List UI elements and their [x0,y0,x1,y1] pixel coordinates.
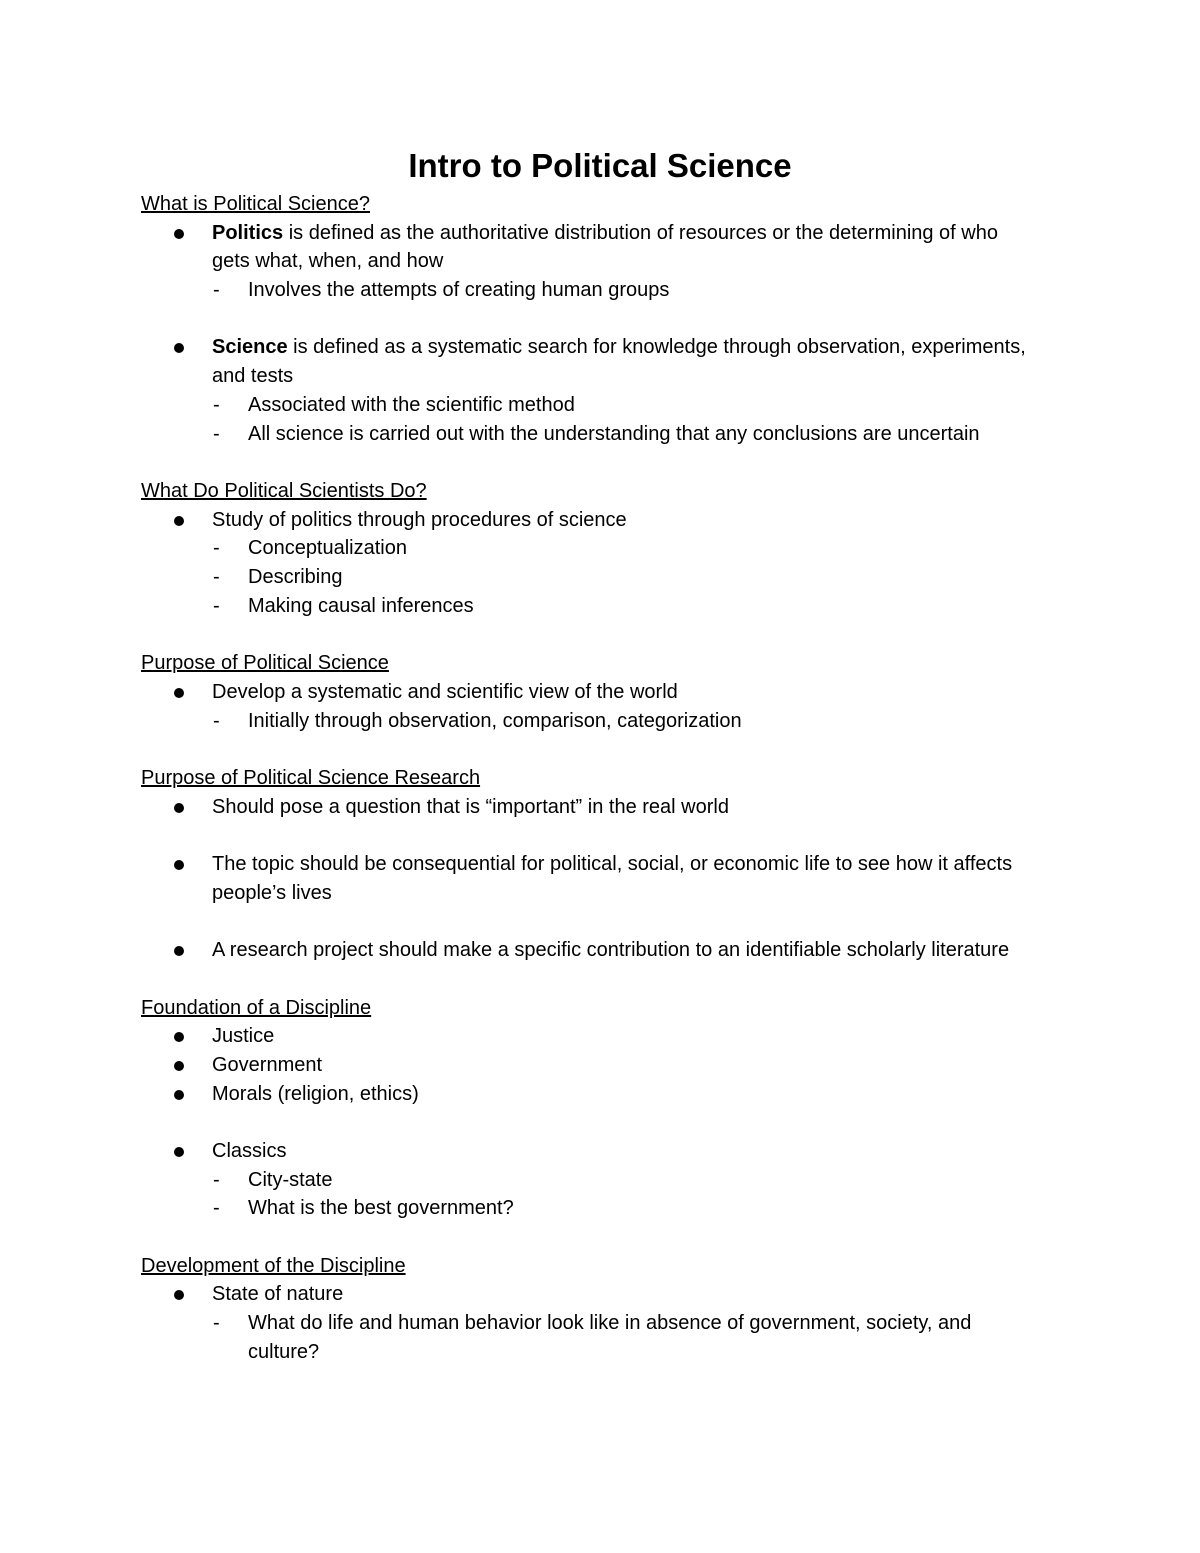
dash-icon: - [213,566,220,589]
bullet-text: Study of politics through procedures of science [212,508,627,531]
bullet-item [141,333,1041,390]
document-body [141,190,1041,1367]
bullet-text: Morals (religion, ethics) [212,1082,419,1105]
bullet-text: Develop a systematic and scientific view of the world [212,680,678,703]
bullet-item [141,1280,1041,1309]
bullet-item [141,506,1041,535]
sub-item-text: Associated with the scientific method [248,393,575,416]
bullet-icon [174,516,184,526]
section-heading: Development of the Discipline [141,1254,406,1277]
bullet-icon [174,1147,184,1157]
bullet-icon [174,1032,184,1042]
bullet-item [141,1022,1041,1051]
sub-item-text: All science is carried out with the understanding that any conclusions are uncertain [248,422,980,445]
sub-item [141,563,1041,592]
blank-line [141,821,1041,850]
dash-icon: - [213,709,220,732]
sub-item [141,1166,1041,1195]
section-purpose-of-political-science [141,649,1041,735]
bullet-item [141,678,1041,707]
blank-line [141,305,1041,334]
sub-item-text: Initially through observation, comparison, categorization [248,709,742,732]
bullet-text: Justice [212,1025,275,1048]
sub-item [141,707,1041,736]
sub-item [141,1194,1041,1223]
blank-line [141,620,1041,649]
sub-item-text: Conceptualization [248,537,407,560]
bullet-item [141,850,1041,907]
bullet-item [141,1051,1041,1080]
dash-icon: - [213,537,220,560]
sub-item [141,592,1041,621]
dash-icon: - [213,1168,220,1191]
sub-item [141,534,1041,563]
bullet-text: Should pose a question that is “important” in the real world [212,795,729,818]
blank-line [141,907,1041,936]
bullet-text: is defined as a systematic search for knowledge through observation, experiments, and tests [212,336,1026,388]
sub-item [141,1309,1041,1366]
bullet-text: is defined as the authoritative distribution of resources or the determining of who gets what, when, and how [212,221,998,273]
bullet-icon [174,1090,184,1100]
bullet-icon [174,1061,184,1071]
bullet-item [141,1137,1041,1166]
section-heading: What is Political Science? [141,193,370,215]
bullet-text: A research project should make a specific contribution to an identifiable scholarly literature [212,939,1010,962]
sub-item [141,391,1041,420]
blank-line [141,965,1041,994]
section-what-is-political-science [141,190,1041,448]
sub-item [141,276,1041,305]
section-what-do-political-scientists-do [141,477,1041,621]
bullet-icon [174,688,184,698]
sub-item [141,420,1041,449]
bullet-text: Classics [212,1140,287,1162]
bullet-icon [174,860,184,870]
section-foundation-of-discipline [141,994,1041,1224]
sub-item-text: What do life and human behavior look like in absence of government, society, and culture? [248,1312,972,1363]
document-title: Intro to Political Science [408,147,792,184]
section-heading: Purpose of Political Science [141,652,389,675]
section-heading: Purpose of Political Science Research [141,766,481,789]
bullet-text: The topic should be consequential for political, social, or economic life to see how it affects people’s lives [212,853,1013,904]
bullet-icon [174,946,184,956]
bullet-item [141,1080,1041,1109]
bullet-icon [174,229,184,239]
sub-item-text: City-state [248,1168,333,1191]
sub-item-text: Involves the attempts of creating human groups [248,279,670,302]
blank-line [141,735,1041,764]
blank-line [141,1108,1041,1137]
dash-icon: - [213,422,220,445]
bullet-text: Government [212,1053,323,1076]
bullet-item [141,793,1041,822]
dash-icon: - [213,393,220,416]
dash-icon: - [213,1312,220,1335]
sub-item-text: Describing [248,566,343,589]
dash-icon: - [213,594,220,617]
bullet-icon [174,343,184,353]
sub-item-text: Making causal inferences [248,594,474,617]
section-heading: What Do Political Scientists Do? [141,479,427,502]
blank-line [141,1223,1041,1252]
dash-icon: - [213,1197,220,1220]
bullet-item [141,219,1041,276]
section-development-of-discipline [141,1252,1041,1367]
bullet-icon [174,1290,184,1300]
section-heading: Foundation of a Discipline [141,996,372,1019]
blank-line [141,448,1041,477]
bullet-text: State of nature [212,1283,344,1306]
dash-icon: - [213,279,220,302]
bullet-item [141,936,1041,965]
bullet-icon [174,803,184,813]
sub-item-text: What is the best government? [248,1197,514,1220]
term-politics: Politics [212,221,284,244]
term-science: Science [212,336,288,359]
section-purpose-of-research [141,764,1041,965]
